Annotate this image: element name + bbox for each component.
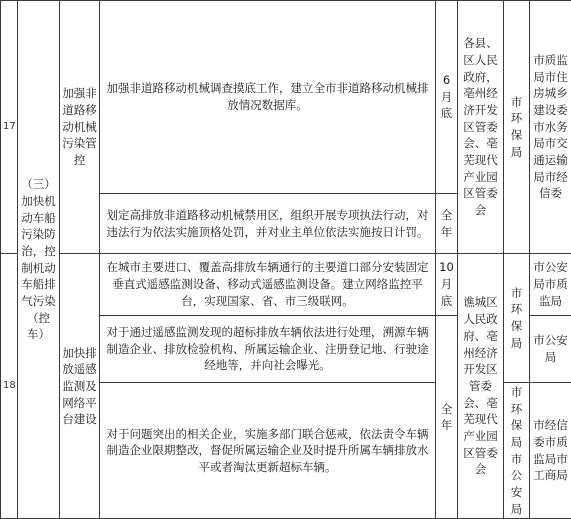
deadline-cell: 6月底: [436, 1, 458, 194]
lead-department-cell: 市环保局: [504, 1, 530, 254]
deadline-cell: 全年: [436, 194, 458, 254]
cooperating-department-cell: 市公安局市质监局: [530, 254, 571, 316]
lead-department-cell: 市环保局市公安局: [504, 383, 530, 519]
cooperating-department-cell: 市公安局: [530, 316, 571, 383]
cooperating-department-cell: 市质监局市住房城乡建设委市水务局市交通运输局市经信委: [530, 1, 571, 254]
table-row: [1, 254, 571, 316]
lead-department-cell: 市环保局: [504, 254, 530, 383]
task-content: 对于通过遥感监测发现的超标排放车辆依法进行处理，溯源车辆制造企业、排放检验机构、所属运输企业、注册登记地、行驶途经地等，并向社会曝光。: [100, 316, 436, 383]
task-content: 对于问题突出的相关企业，实施多部门联合惩戒，依法责令车辆制造企业限期整改，督促所属运输企业及时提升所属车辆排放水平或者淘汰更新超标车辆。: [100, 383, 436, 519]
table-row: [1, 1, 571, 194]
category-cell: （三）加快机动车船污染防治，控制机动车船排气污染（控车）: [18, 1, 60, 519]
task-content: 在城市主要进口、覆盖高排放车辆通行的主要道口部分安装固定垂直式遥感监测设备、移动式遥感监测设备。建立网络监控平台，实现国家、省、市三级联网。: [100, 254, 436, 316]
task-content: 加强非道路移动机械调查摸底工作，建立全市非道路移动机械排放情况数据库。: [100, 1, 436, 194]
deadline-cell: 10月底: [436, 254, 458, 316]
responsible-unit-cell: 谯城区人民政府、亳州经济开发区管委会、亳芜现代产业园区管委会: [458, 254, 504, 519]
task-content: 划定高排放非道路移动机械禁用区，组织开展专项执法行动，对违法行为依法实施顶格处罚，并对业主单位依法实施按日计罚。: [100, 194, 436, 254]
row-number: 17: [1, 1, 18, 254]
cooperating-department-cell: 市经信委市质监局市工商局: [530, 383, 571, 519]
row-number: 18: [1, 254, 18, 519]
subcategory-cell: 加强非道路移动机械污染管控: [60, 1, 100, 254]
responsible-unit-cell: 各县、区人民政府，亳州经济开发区管委会、亳芜现代产业园区管委会: [458, 1, 504, 254]
subcategory-cell: 加快排放遥感监测及网络平台建设: [60, 254, 100, 519]
deadline-cell: 全年: [436, 316, 458, 519]
